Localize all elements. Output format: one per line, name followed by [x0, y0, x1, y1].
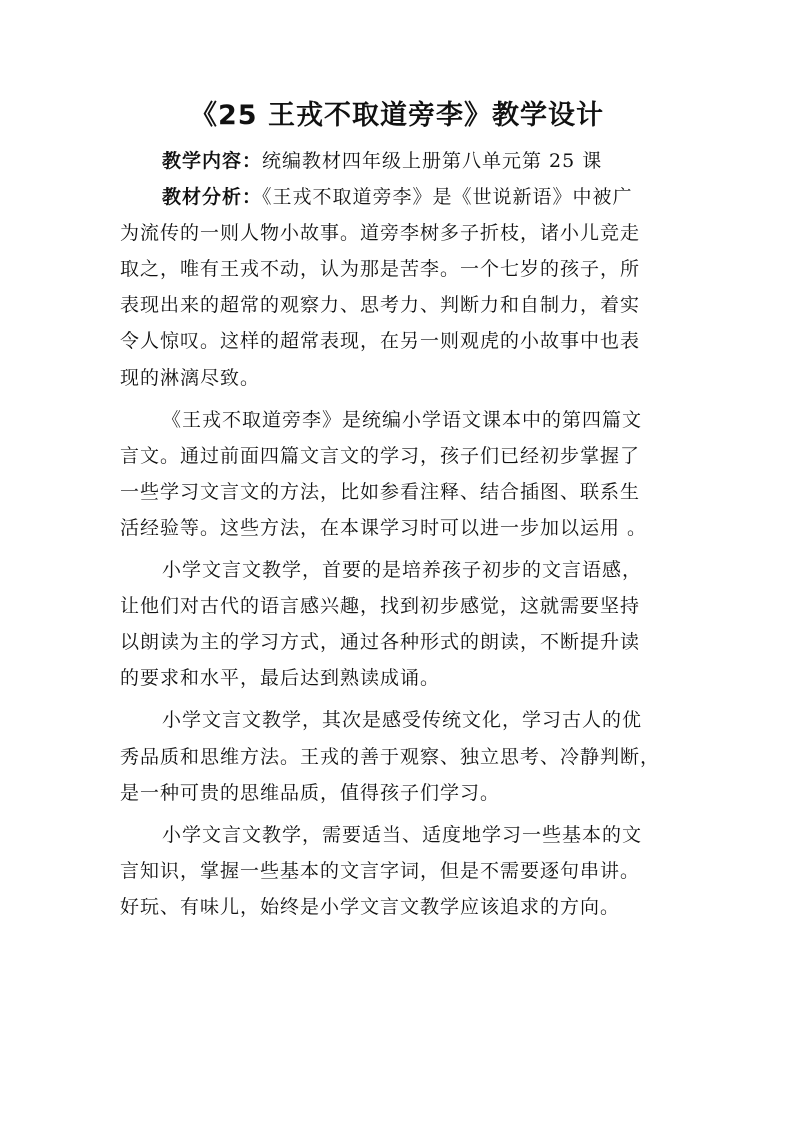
paragraph-line: 好玩、有味儿，始终是小学文言文教学应该追求的方向。: [120, 895, 621, 918]
teaching-content-line: [120, 143, 680, 179]
paragraph-line: 活经验等。这些方法，在本课学习时可以进一步加以运用 。: [120, 516, 648, 539]
paragraph-line: 的要求和水平，最后达到熟读成诵。: [120, 667, 441, 690]
teaching-content-label: 教学内容：: [162, 150, 263, 172]
paragraph-line: 《王戎不取道旁李》是统编小学语文课本中的第四篇文: [162, 408, 643, 431]
document-body: [120, 143, 680, 925]
paragraph-line: 让他们对古代的语言感兴趣，找到初步感觉，这就需要坚持: [120, 595, 641, 618]
analysis-line: 取之，唯有王戎不动，认为那是苦李。一个七岁的孩子，所: [120, 258, 641, 281]
analysis-line: 为流传的一则人物小故事。道旁李树多子折枝，诸小儿竞走: [120, 222, 641, 245]
paragraph-line: 一些学习文言文的方法，比如参看注释、结合插图、联系生: [120, 480, 641, 503]
paragraph-line: 言文。通过前面四篇文言文的学习，孩子们已经初步掌握了: [120, 444, 641, 467]
paragraph-line: 小学文言文教学，其次是感受传统文化，学习古人的优: [162, 709, 643, 732]
paragraph-line: 小学文言文教学，需要适当、适度地学习一些基本的文: [162, 823, 643, 846]
analysis-line: 令人惊叹。这样的超常表现，在另一则观虎的小故事中也表: [120, 330, 641, 353]
paragraph-line: 小学文言文教学，首要的是培养孩子初步的文言语感，: [162, 559, 643, 582]
material-analysis-first-line: 《王戎不取道旁李》是《世说新语》中被广: [262, 186, 633, 209]
paragraph-line: 言知识，掌握一些基本的文言字词，但是不需要逐句串讲。: [120, 859, 641, 882]
paragraph-line: 是一种可贵的思维品质，值得孩子们学习。: [120, 781, 501, 804]
analysis-line: 表现出来的超常的观察力、思考力、判断力和自制力，着实: [120, 294, 641, 317]
paragraph-line: 秀品质和思维方法。王戎的善于观察、独立思考、冷静判断，: [120, 745, 661, 768]
paragraph-line: 以朗读为主的学习方式，通过各种形式的朗读，不断提升读: [120, 631, 641, 654]
analysis-line: 现的淋漓尽致。: [120, 366, 261, 389]
material-analysis-label: 教材分析：: [162, 186, 263, 209]
document-title: 《25 王戎不取道旁李》教学设计: [190, 100, 604, 131]
teaching-content-text: 统编教材四年级上册第八单元第 25 课: [262, 150, 603, 172]
material-analysis-line: [120, 179, 680, 215]
